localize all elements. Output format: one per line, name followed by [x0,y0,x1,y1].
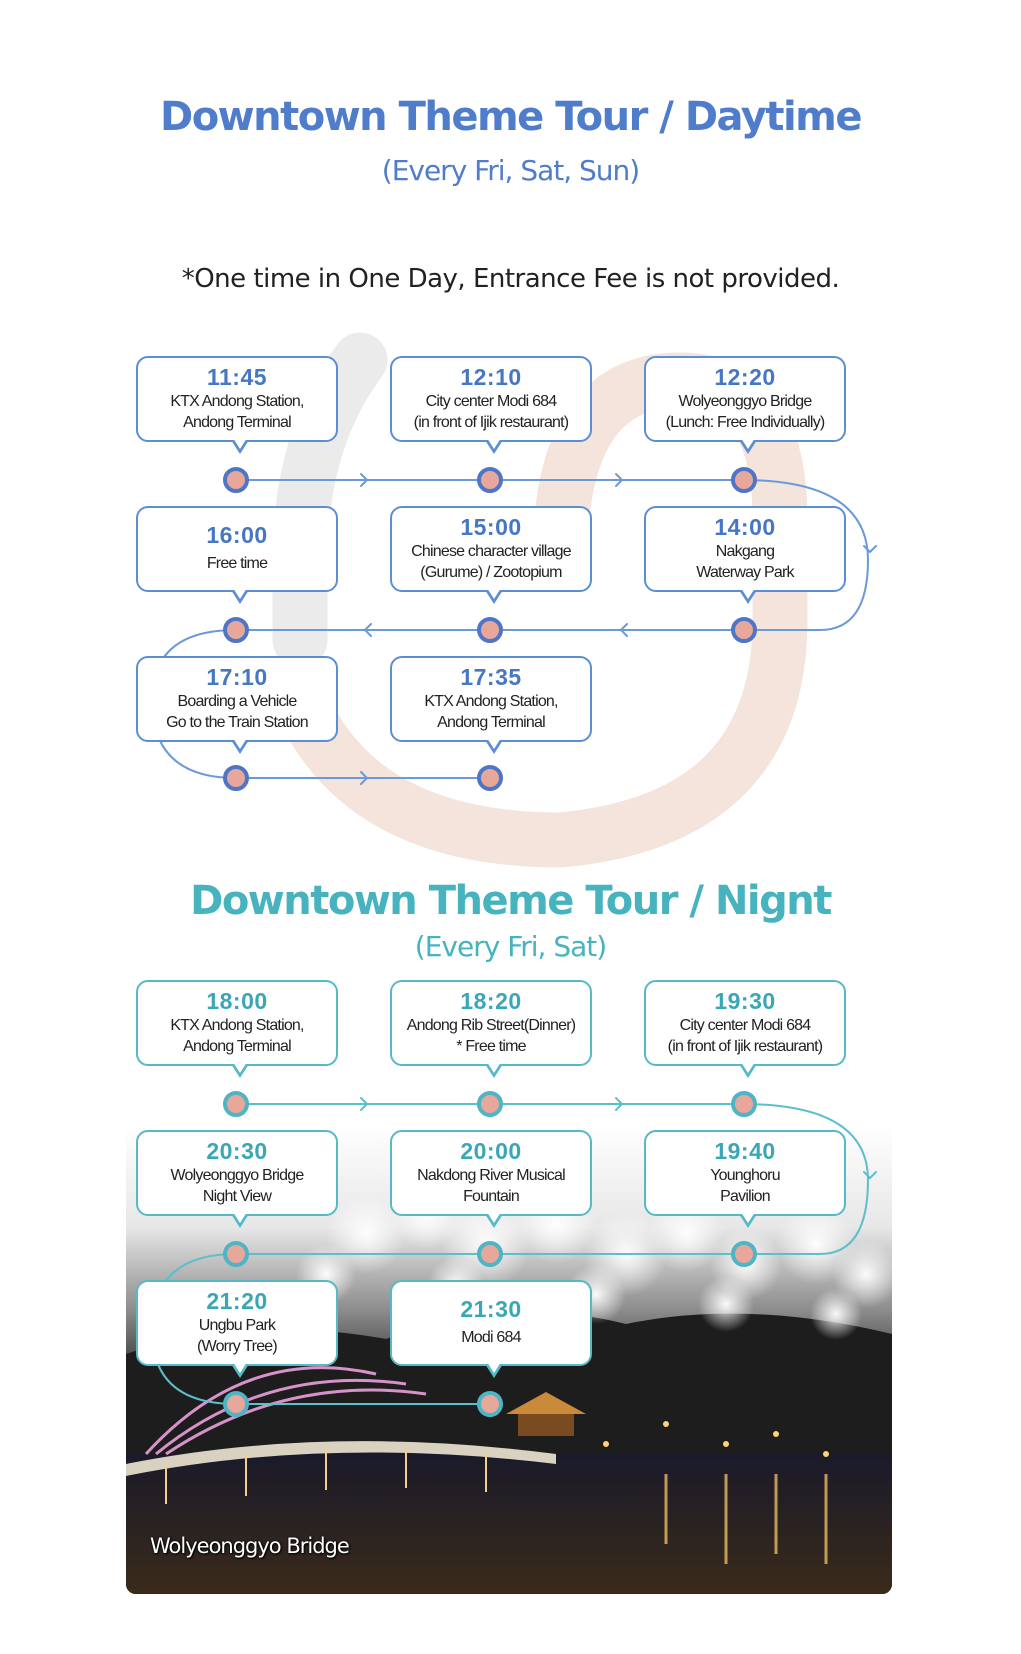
callout-pointer [231,590,249,604]
callout-pointer [231,1214,249,1228]
night-stop-6 [136,1130,338,1216]
stop-place: Free time [206,555,268,572]
callout-pointer [739,1214,757,1228]
daytime-title: Downtown Theme Tour / Daytime [160,94,861,140]
stop-time: 15:00 [460,514,522,540]
stop-place-detail: Fountain [463,1188,519,1205]
stop-place-detail: Waterway Park [696,564,794,581]
stop-time: 17:10 [206,664,268,690]
stop-place-detail: Pavilion [720,1188,770,1205]
stop-time: 18:00 [206,988,268,1014]
stop-place-detail: (in front of Ijik restaurant) [413,414,569,431]
stop-place-detail: (Worry Tree) [197,1338,277,1355]
stop-place: Wolyeonggyo Bridge [170,1167,304,1184]
night-stop-1 [136,980,338,1066]
stop-place: Nakgang [715,543,775,560]
stop-time: 21:30 [460,1296,522,1322]
day-stop-1 [136,356,338,442]
stop-time: 19:40 [714,1138,776,1164]
callout-pointer [485,740,503,754]
night-title: Downtown Theme Tour / Nignt [190,878,831,924]
stop-place: City center Modi 684 [679,1017,811,1034]
stop-place: KTX Andong Station, [170,393,304,410]
stop-place: Wolyeonggyo Bridge [678,393,812,410]
night-stop-8 [390,1280,592,1366]
stop-place: Chinese character village [411,543,571,560]
stop-place: KTX Andong Station, [170,1017,304,1034]
stop-place-detail: (Lunch: Free Individually) [665,414,825,431]
callout-pointer [231,740,249,754]
stop-time: 21:20 [206,1288,268,1314]
stop-time: 12:20 [714,364,776,390]
night-stop-4 [644,1130,846,1216]
night-stop-2 [390,980,592,1066]
night-stop-5 [390,1130,592,1216]
callout-pointer [739,590,757,604]
day-stop-6 [136,506,338,592]
stop-time: 17:35 [460,664,522,690]
stop-time: 12:10 [460,364,522,390]
stop-time: 16:00 [206,522,268,548]
stop-time: 11:45 [206,364,268,390]
stop-place: Younghoru [710,1167,780,1184]
stop-place: Nakdong River Musical [417,1167,565,1184]
callout-pointer [485,440,503,454]
callout-pointer [231,440,249,454]
stop-place-detail: Andong Terminal [437,714,545,731]
stop-place: Boarding a Vehicle [177,693,297,710]
day-stop-7 [136,656,338,742]
stop-time: 19:30 [714,988,776,1014]
callout-pointer [485,1364,503,1378]
callout-pointer [485,1214,503,1228]
stop-place-detail: Night View [202,1188,272,1205]
day-stop-8 [390,656,592,742]
stop-place: City center Modi 684 [425,393,557,410]
stop-place-detail: (in front of Ijik restaurant) [667,1038,823,1055]
day-stop-5 [390,506,592,592]
night-subtitle: (Every Fri, Sat) [414,930,607,963]
stop-place: Ungbu Park [198,1317,276,1334]
callout-pointer [485,1064,503,1078]
callout-pointer [739,1064,757,1078]
callout-pointer [231,1364,249,1378]
callout-pointer [231,1064,249,1078]
night-stop-3 [644,980,846,1066]
night-stop-7 [136,1280,338,1366]
stop-place-detail: Andong Terminal [183,1038,291,1055]
stop-place: Modi 684 [461,1329,521,1346]
callout-pointer [485,590,503,604]
stop-time: 20:30 [206,1138,268,1164]
callout-pointer [739,440,757,454]
daytime-subtitle: (Every Fri, Sat, Sun) [381,154,640,187]
stop-place: KTX Andong Station, [424,693,558,710]
stop-time: 20:00 [460,1138,522,1164]
day-stop-2 [390,356,592,442]
day-stop-3 [644,356,846,442]
photo-caption: Wolyeonggyo Bridge [150,1534,349,1558]
stop-place-detail: Andong Terminal [183,414,291,431]
stop-time: 18:20 [460,988,522,1014]
stop-place-detail: Go to the Train Station [166,714,308,731]
stop-time: 14:00 [714,514,776,540]
stop-place-detail: * Free time [456,1038,526,1055]
day-stop-4 [644,506,846,592]
daytime-note: *One time in One Day, Entrance Fee is not provided. [181,264,840,294]
stop-place: Andong Rib Street(Dinner) [406,1017,576,1034]
stop-place-detail: (Gurume) / Zootopium [420,564,562,581]
